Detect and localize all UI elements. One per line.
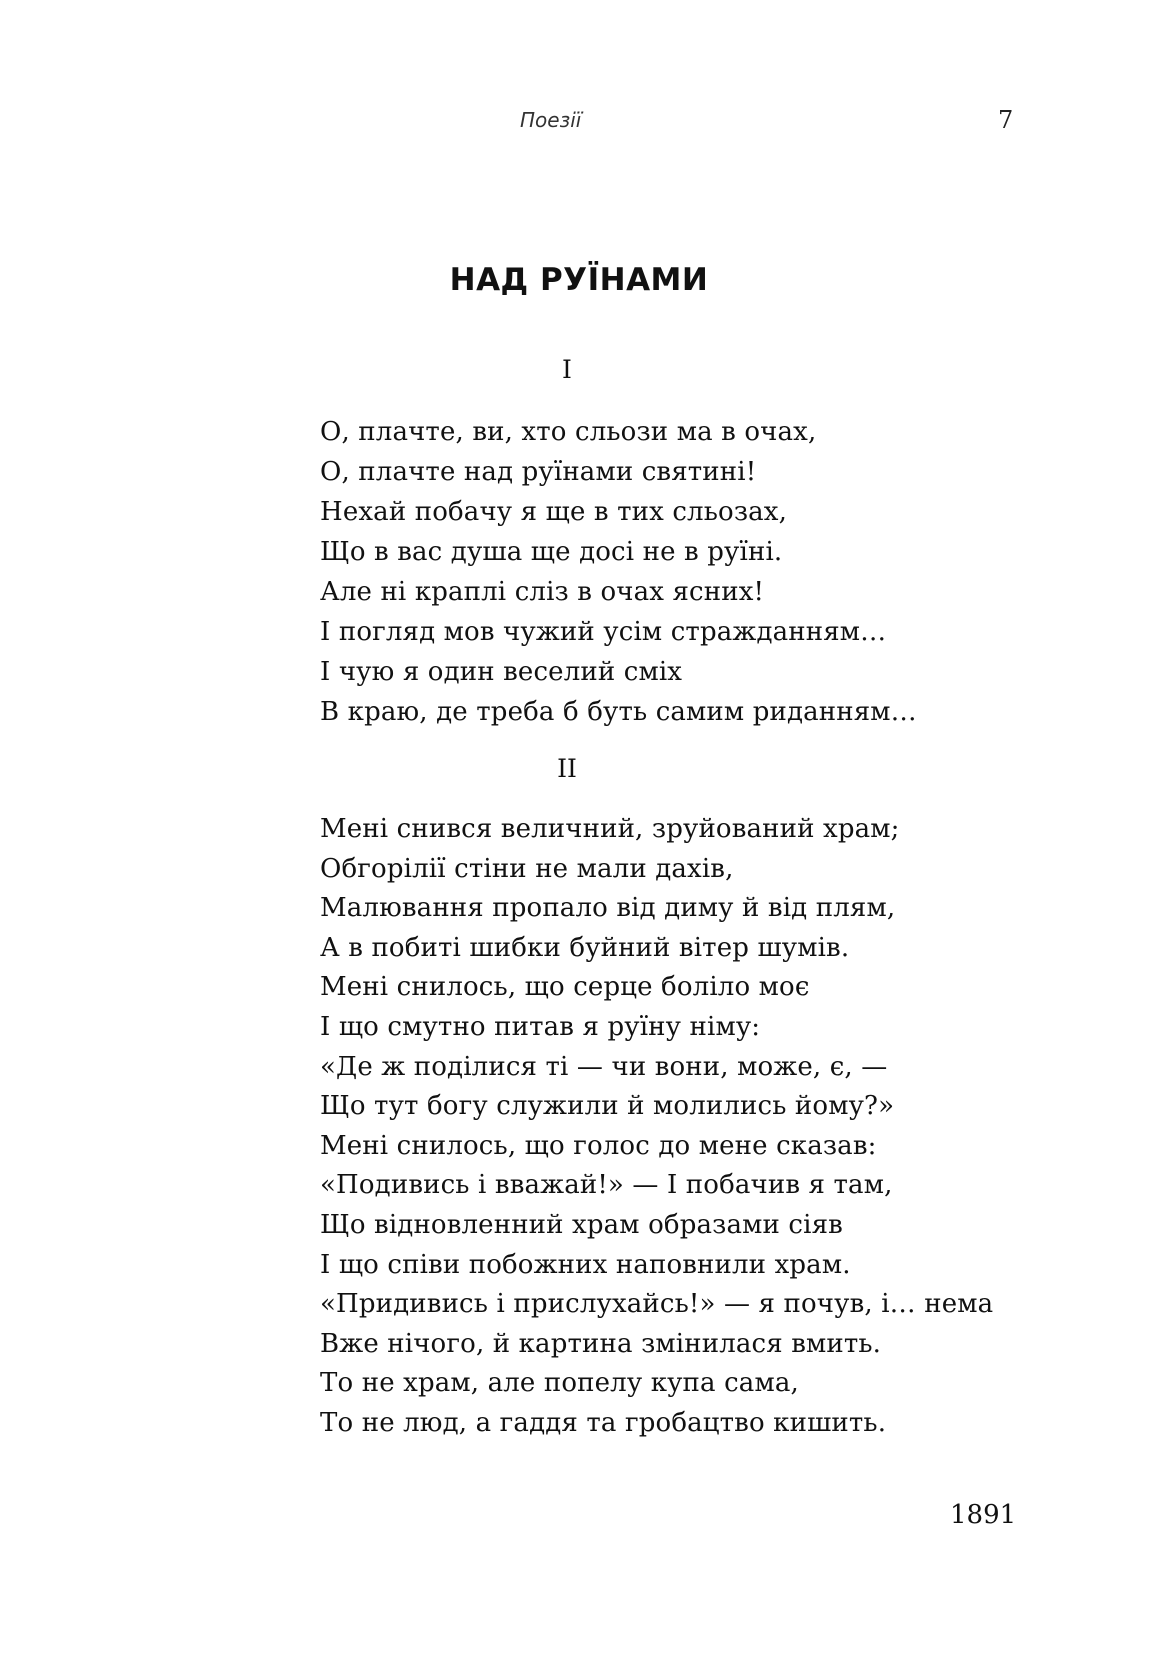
poem-line: То не храм, але попелу купа сама, (320, 1368, 799, 1399)
poem-line: То не люд, а гаддя та гробацтво кишить. (320, 1407, 887, 1438)
poem-line: О, плачте над руїнами святині! (320, 457, 757, 487)
section-number-1: I (562, 355, 572, 384)
poem-line: Нехай побачу я ще в тих сльозах, (320, 497, 788, 527)
running-head (0, 108, 1158, 138)
poem-line: І що смутно питав я руїну німу: (320, 1011, 761, 1042)
poem-line: Але ні краплі сліз в очах ясних! (320, 577, 765, 607)
poem-line: В краю, де треба б буть самим риданням… (320, 697, 917, 727)
poem-line: Що тут богу служили й молились йому?» (320, 1091, 895, 1122)
page-number: 7 (998, 106, 1014, 134)
stanza-1 (320, 412, 917, 732)
poem-line: О, плачте, ви, хто сльози ма в очах, (320, 417, 817, 447)
running-title: Поезії (520, 108, 582, 132)
poem-date: 1891 (950, 1500, 1017, 1530)
poem-line: І що співи побожних наповнили храм. (320, 1249, 851, 1280)
poem-line: «Придивись і прислухайсь!» — я почув, і… нема (320, 1289, 994, 1320)
poem-line: Обгорілії стіни не мали дахів, (320, 853, 734, 884)
poem-line: Мені снилось, що голос до мене сказав: (320, 1130, 877, 1161)
poem-line: Мені снився величний, зруйований храм; (320, 814, 900, 844)
poem-line: Малювання пропало від диму й від плям, (320, 893, 896, 924)
poem-line: Мені снилось, що серце боліло моє (320, 972, 810, 1003)
poem-line: «Подивись і вважай!» — І побачив я там, (320, 1170, 893, 1201)
section-number-2: II (557, 754, 577, 783)
poem-line: «Де ж поділися ті — чи вони, може, є, — (320, 1051, 888, 1082)
poem-line: А в побиті шибки буйний вітер шумів. (320, 932, 850, 963)
poem-line: І погляд мов чужий усім стражданням… (320, 617, 887, 647)
poem-line: Що в вас душа ще досі не в руїні. (320, 537, 783, 567)
poem-line: Вже нічого, й картина змінилася вмить. (320, 1328, 882, 1359)
stanza-2 (320, 810, 993, 1444)
poem-line: Що відновленний храм образами сіяв (320, 1209, 843, 1240)
poem-line: І чую я один веселий сміх (320, 657, 683, 687)
poem-title: НАД РУЇНАМИ (449, 262, 709, 298)
